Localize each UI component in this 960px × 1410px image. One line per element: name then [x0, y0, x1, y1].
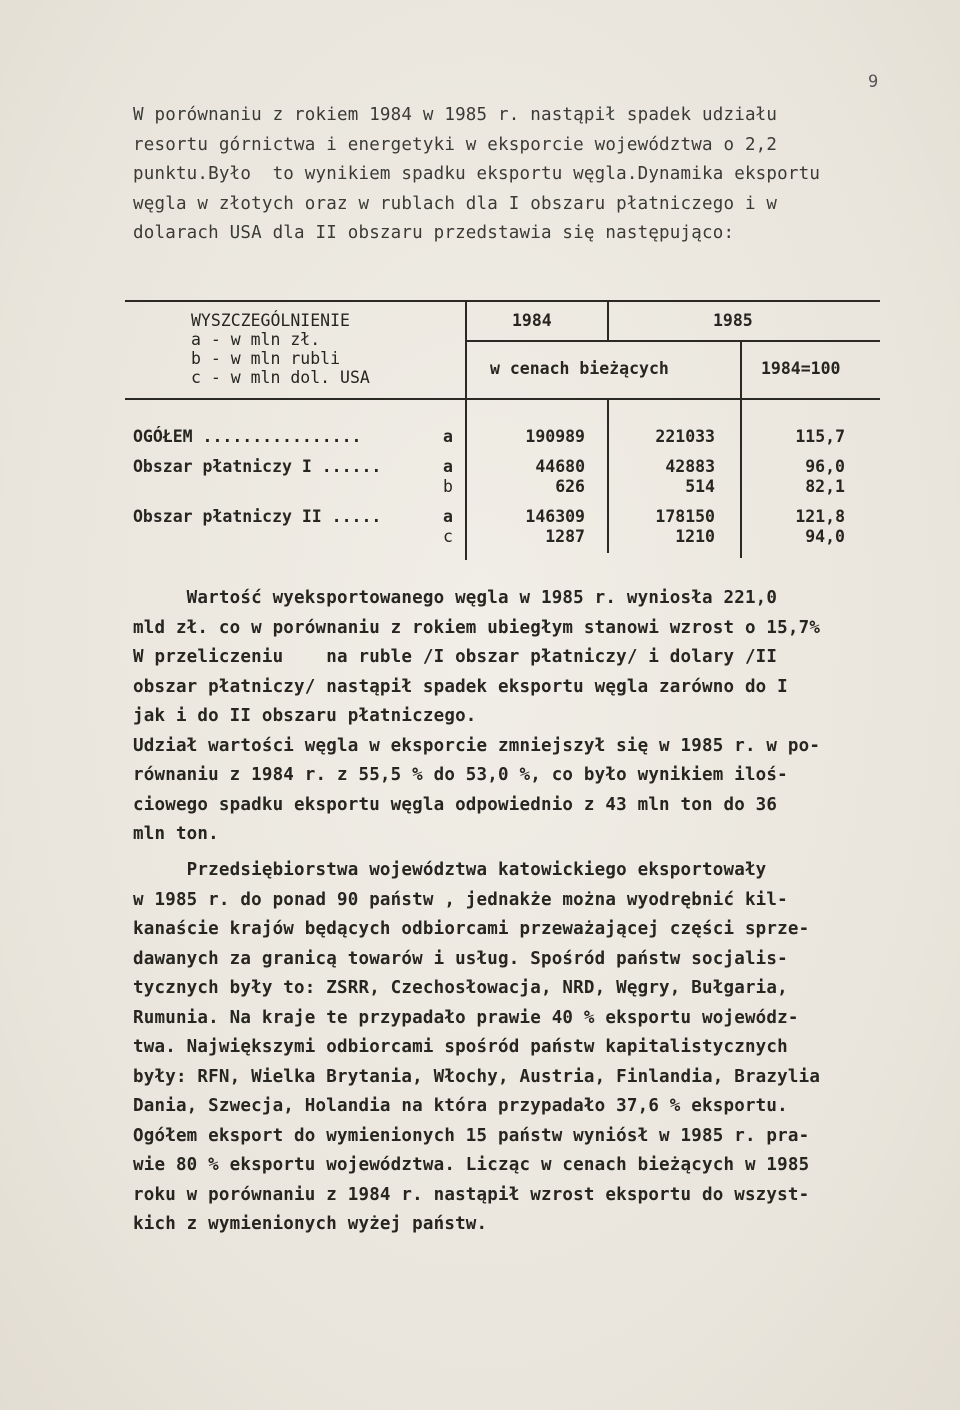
row-unit: b: [443, 477, 453, 496]
paragraph-line: mld zł. co w porównaniu z rokiem ubiegłym stanowi wzrost o 15,7%: [133, 617, 821, 638]
paragraph-line: kanaście krajów będących odbiorcami przeważającej części sprze-: [133, 919, 810, 939]
header-label: a - w mln zł.: [191, 330, 321, 349]
paragraph-line: wie 80 % eksportu województwa. Licząc w cenach bieżących w 1985: [133, 1155, 810, 1175]
paragraph-line: twa. Największymi odbiorcami spośród państw kapitalistycznych: [133, 1037, 788, 1057]
value-1985: 514: [685, 477, 715, 496]
paragraph-line: roku w porównaniu z 1984 r. nastąpił wzrost eksportu do wszyst-: [133, 1184, 810, 1205]
value-1984: 1287: [545, 527, 585, 546]
value-1984: 146309: [525, 507, 585, 526]
subheader-current-prices: w cenach bieżących: [490, 359, 669, 378]
value-index: 82,1: [805, 477, 845, 496]
value-1985: 1210: [675, 527, 715, 546]
table-column-rule: [740, 398, 742, 558]
table-column-rule: [740, 340, 742, 398]
paragraph-line: Wartość wyeksportowanego węgla w 1985 r. wyniosła 221,0: [133, 588, 778, 608]
table-top-rule: [125, 300, 880, 302]
paragraph-line: W porównaniu z rokiem 1984 w 1985 r. nastąpił spadek udziału: [133, 105, 778, 125]
table-column-rule: [465, 300, 467, 560]
export-partners-paragraph: [133, 856, 903, 1240]
paragraph-line: ciowego spadku eksportu węgla odpowiednio z 43 mln ton do 36: [133, 794, 778, 815]
paragraph-line: mln ton.: [133, 824, 219, 844]
paragraph-line: równaniu z 1984 r. z 55,5 % do 53,0 %, co było wynikiem iloś-: [133, 765, 788, 785]
paragraph-line: Dania, Szwecja, Holandia na która przypadało 37,6 % eksportu.: [133, 1096, 788, 1116]
intro-paragraph: [133, 101, 903, 249]
paragraph-line: tycznych były to: ZSRR, Czechosłowacja, NRD, Węgry, Bułgaria,: [133, 978, 788, 998]
paragraph-line: Ogółem eksport do wymienionych 15 państw wyniósł w 1985 r. pra-: [133, 1125, 810, 1146]
subheader-index: 1984=100: [761, 359, 841, 378]
table-subheader-rule: [465, 340, 880, 342]
value-1984: 626: [555, 477, 585, 496]
paragraph-line: Rumunia. Na kraje te przypadało prawie 40 % eksportu wojewódz-: [133, 1007, 799, 1028]
paragraph-line: były: RFN, Wielka Brytania, Włochy, Austria, Finlandia, Brazylia: [133, 1066, 821, 1087]
value-1984: 44680: [535, 457, 585, 476]
coal-value-paragraph: [133, 584, 903, 850]
paragraph-line: W przeliczeniu na ruble /I obszar płatniczy/ i dolary /II: [133, 647, 778, 667]
paragraph-line: węgla w złotych oraz w rublach dla I obszaru płatniczego i w: [133, 193, 778, 214]
value-index: 96,0: [805, 457, 845, 476]
value-1985: 178150: [655, 507, 715, 526]
header-label: c - w mln dol. USA: [191, 368, 370, 387]
paragraph-line: obszar płatniczy/ nastąpił spadek eksportu węgla zarówno do I: [133, 676, 788, 697]
value-index: 115,7: [795, 427, 845, 446]
paragraph-line: dolarach USA dla II obszaru przedstawia się następująco:: [133, 223, 735, 243]
value-1985: 42883: [665, 457, 715, 476]
column-header-1985: 1985: [713, 311, 753, 330]
row-label: OGÓŁEM ................: [133, 427, 362, 446]
header-label: b - w mln rubli: [191, 349, 341, 368]
table-header-rule: [125, 398, 880, 400]
paragraph-line: Udział wartości węgla w eksporcie zmniejszył się w 1985 r. w po-: [133, 735, 821, 756]
table-column-rule: [607, 300, 609, 340]
header-label: WYSZCZEGÓLNIENIE: [191, 311, 350, 330]
value-index: 94,0: [805, 527, 845, 546]
row-unit: a: [443, 457, 453, 476]
row-unit: c: [443, 527, 453, 546]
table-column-rule: [607, 398, 609, 553]
column-header-1984: 1984: [512, 311, 552, 330]
row-unit: a: [443, 427, 453, 446]
row-label: Obszar płatniczy I ......: [133, 457, 382, 476]
paragraph-line: resortu górnictwa i energetyki w eksporcie województwa o 2,2: [133, 134, 778, 155]
paragraph-line: jak i do II obszaru płatniczego.: [133, 706, 477, 726]
row-label: Obszar płatniczy II .....: [133, 507, 382, 526]
value-1985: 221033: [655, 427, 715, 446]
page-number: 9: [868, 72, 879, 92]
paragraph-line: dawanych za granicą towarów i usług. Spośród państw socjalis-: [133, 948, 788, 969]
paragraph-line: kich z wymienionych wyżej państw.: [133, 1214, 488, 1234]
row-unit: a: [443, 507, 453, 526]
coal-export-table: [125, 297, 880, 567]
value-1984: 190989: [525, 427, 585, 446]
paragraph-line: punktu.Było to wynikiem spadku eksportu węgla.Dynamika eksportu: [133, 164, 821, 184]
value-index: 121,8: [795, 507, 845, 526]
paragraph-line: Przedsiębiorstwa województwa katowickiego eksportowały: [133, 860, 767, 880]
paragraph-line: w 1985 r. do ponad 90 państw , jednakże można wyodrębnić kil-: [133, 889, 788, 910]
